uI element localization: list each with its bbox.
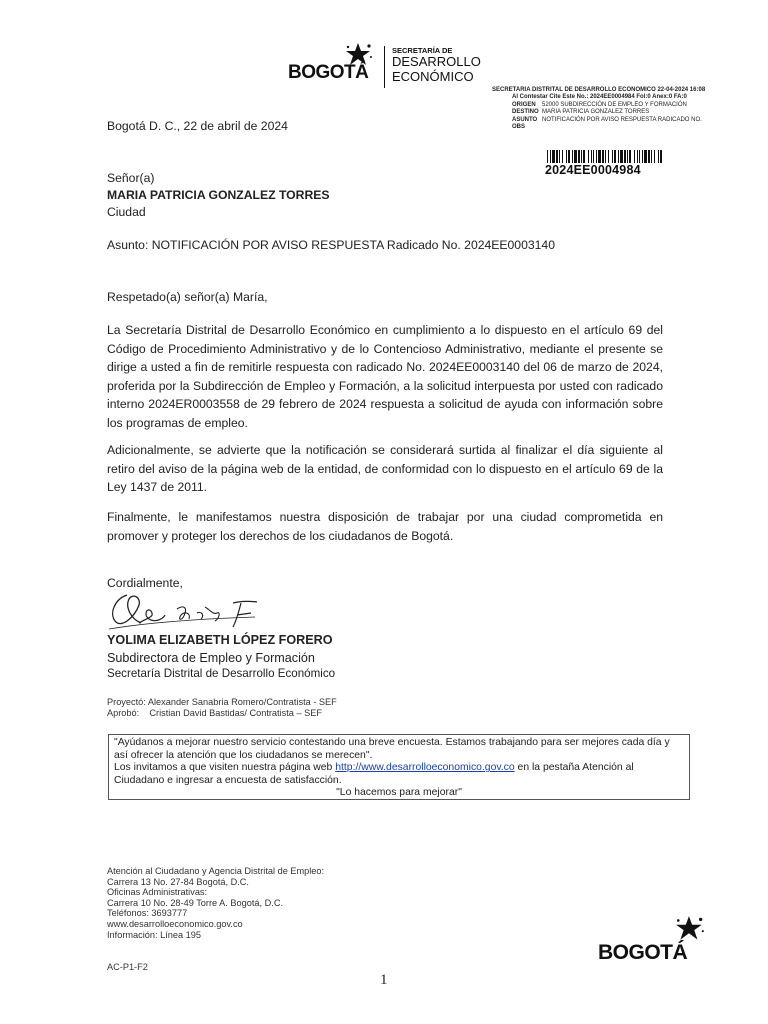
salutation-title: Señor(a) bbox=[107, 171, 155, 185]
secretaria-line2: ECONÓMICO bbox=[392, 69, 474, 84]
stamp-cite: Al Contestar Cite Este No.: 2024EE0004984 Fol:0 Anex:0 FA:0 bbox=[512, 94, 687, 101]
barcode bbox=[547, 150, 663, 163]
barcode-stripes bbox=[547, 150, 663, 163]
form-code: AC-P1-F2 bbox=[107, 962, 148, 972]
survey-box bbox=[108, 734, 690, 800]
header-logo bbox=[288, 40, 488, 92]
footer-logo bbox=[598, 915, 708, 970]
aprobo-line: Aprobó: Cristian David Bastidas/ Contratista – SEF bbox=[107, 708, 322, 718]
paragraph-3: Finalmente, le manifestamos nuestra disposición de trabajar por una ciudad comprometida en promover y proteger los derechos de los ciudadanos de Bogotá. bbox=[107, 510, 663, 543]
footer-contact bbox=[107, 866, 324, 940]
survey-text: "Ayúdanos a mejorar nuestro servicio contestando una breve encuesta. Estamos trabajando para ser mejores cada día y así ofrecer la atención que los ciudadanos se merecen". bbox=[114, 737, 670, 761]
handwritten-signature bbox=[105, 583, 275, 633]
stamp-destino-label: DESTINO bbox=[512, 109, 539, 116]
stamp-asunto-value: NOTIFICACIÓN POR AVISO RESPUESTA RADICADO NO. bbox=[542, 116, 702, 123]
footer-line-5: Teléfonos: 3693777 bbox=[107, 908, 188, 919]
footer-line-2: Carrera 13 No. 27-84 Bogotá, D.C. bbox=[107, 876, 249, 887]
stamp-asunto-label: ASUNTO bbox=[512, 116, 538, 123]
signer-role: Subdirectora de Empleo y Formación bbox=[107, 651, 315, 665]
stamp-destino-value: MARIA PATRICIA GONZALEZ TORRES bbox=[542, 109, 650, 116]
website-link[interactable]: http://www.desarrolloeconomico.gov.co bbox=[335, 762, 515, 774]
stamp-destino bbox=[492, 109, 762, 116]
stamp-obs-label: OBS bbox=[512, 124, 526, 131]
survey-motto: "Lo hacemos para mejorar" bbox=[336, 787, 462, 799]
footer-line-4: Carrera 10 No. 28-49 Torre A. Bogotá, D.C. bbox=[107, 897, 284, 908]
subject-line: Asunto: NOTIFICACIÓN POR AVISO RESPUESTA Radicado No. 2024EE0003140 bbox=[107, 238, 555, 252]
stamp-obs bbox=[492, 124, 762, 131]
barcode-number: 2024EE0004984 bbox=[545, 163, 641, 177]
stamp-origen-value: 52000 SUBDIRECCIÓN DE EMPLEO Y FORMACIÓN bbox=[542, 101, 687, 108]
secretaria-line1: DESARROLLO bbox=[392, 54, 481, 69]
survey-invitation-post: en la pestaña Atención al Ciudadano e ingresar a encuesta de satisfacción. bbox=[114, 762, 634, 786]
closing: Cordialmente, bbox=[107, 576, 183, 590]
bogota-wordmark: BOGOTÁ bbox=[288, 62, 369, 83]
survey-invitation bbox=[114, 762, 684, 787]
letter-date: Bogotá D. C., 22 de abril de 2024 bbox=[107, 119, 288, 133]
paragraph-2: Adicionalmente, se advierte que la notificación se considerará surtida al finalizar el día siguiente al retiro del aviso de la página web de la entidad, de conformidad con lo dispuesto en el artículo 69 de la Ley 1437 de 2011. bbox=[107, 443, 663, 495]
signer-name: YOLIMA ELIZABETH LÓPEZ FORERO bbox=[107, 633, 333, 647]
stamp-origen bbox=[492, 102, 762, 109]
footer-line-1: Atención al Ciudadano y Agencia Distrital de Empleo: bbox=[107, 866, 325, 876]
recipient-name: MARIA PATRICIA GONZALEZ TORRES bbox=[107, 188, 330, 202]
stamp-origen-label: ORIGEN bbox=[512, 101, 536, 108]
recipient-city: Ciudad bbox=[107, 205, 146, 219]
bogota-wordmark: BOGOTÁ bbox=[598, 941, 688, 964]
signer-entity: Secretaría Distrital de Desarrollo Económico bbox=[107, 667, 336, 680]
stamp-asunto bbox=[492, 117, 762, 124]
radication-stamp bbox=[492, 87, 762, 131]
page-number: 1 bbox=[380, 972, 388, 988]
greeting: Respetado(a) señor(a) María, bbox=[107, 290, 268, 304]
secretaria-small: SECRETARÍA DE bbox=[392, 46, 453, 55]
footer-line-3: Oficinas Administrativas: bbox=[107, 887, 208, 898]
stamp-title: SECRETARIA DISTRITAL DE DESARROLLO ECONOMICO 22-04-2024 16:08 bbox=[492, 87, 706, 93]
paragraph-1: La Secretaría Distrital de Desarrollo Económico en cumplimiento a lo dispuesto en el artículo 69 del Código de Procedimiento Administrativo y de lo Contencioso Administrativo, mediante el presente se dirige a usted a fin de remitirle respuesta con radicado No. 2024EE0003140 del 06 de marzo de 2024, proferida por la Subdirección de Empleo y Formación, a la solicitud interpuesta por usted con radicado interno 2024ER0003558 de 29 febrero de 2024 respuesta a solicitud de ayuda con información sobre los programas de empleo. bbox=[107, 323, 663, 430]
survey-invitation-pre: Los invitamos a que visiten nuestra página web bbox=[114, 762, 336, 774]
footer-line-7: Información: Línea 195 bbox=[107, 929, 201, 940]
footer-line-6: www.desarrolloeconomico.gov.co bbox=[107, 918, 243, 929]
proyecto-line: Proyectó: Alexander Sanabria Romero/Contratista - SEF bbox=[107, 697, 337, 707]
logo-divider bbox=[384, 46, 385, 88]
star-icon bbox=[674, 915, 706, 943]
